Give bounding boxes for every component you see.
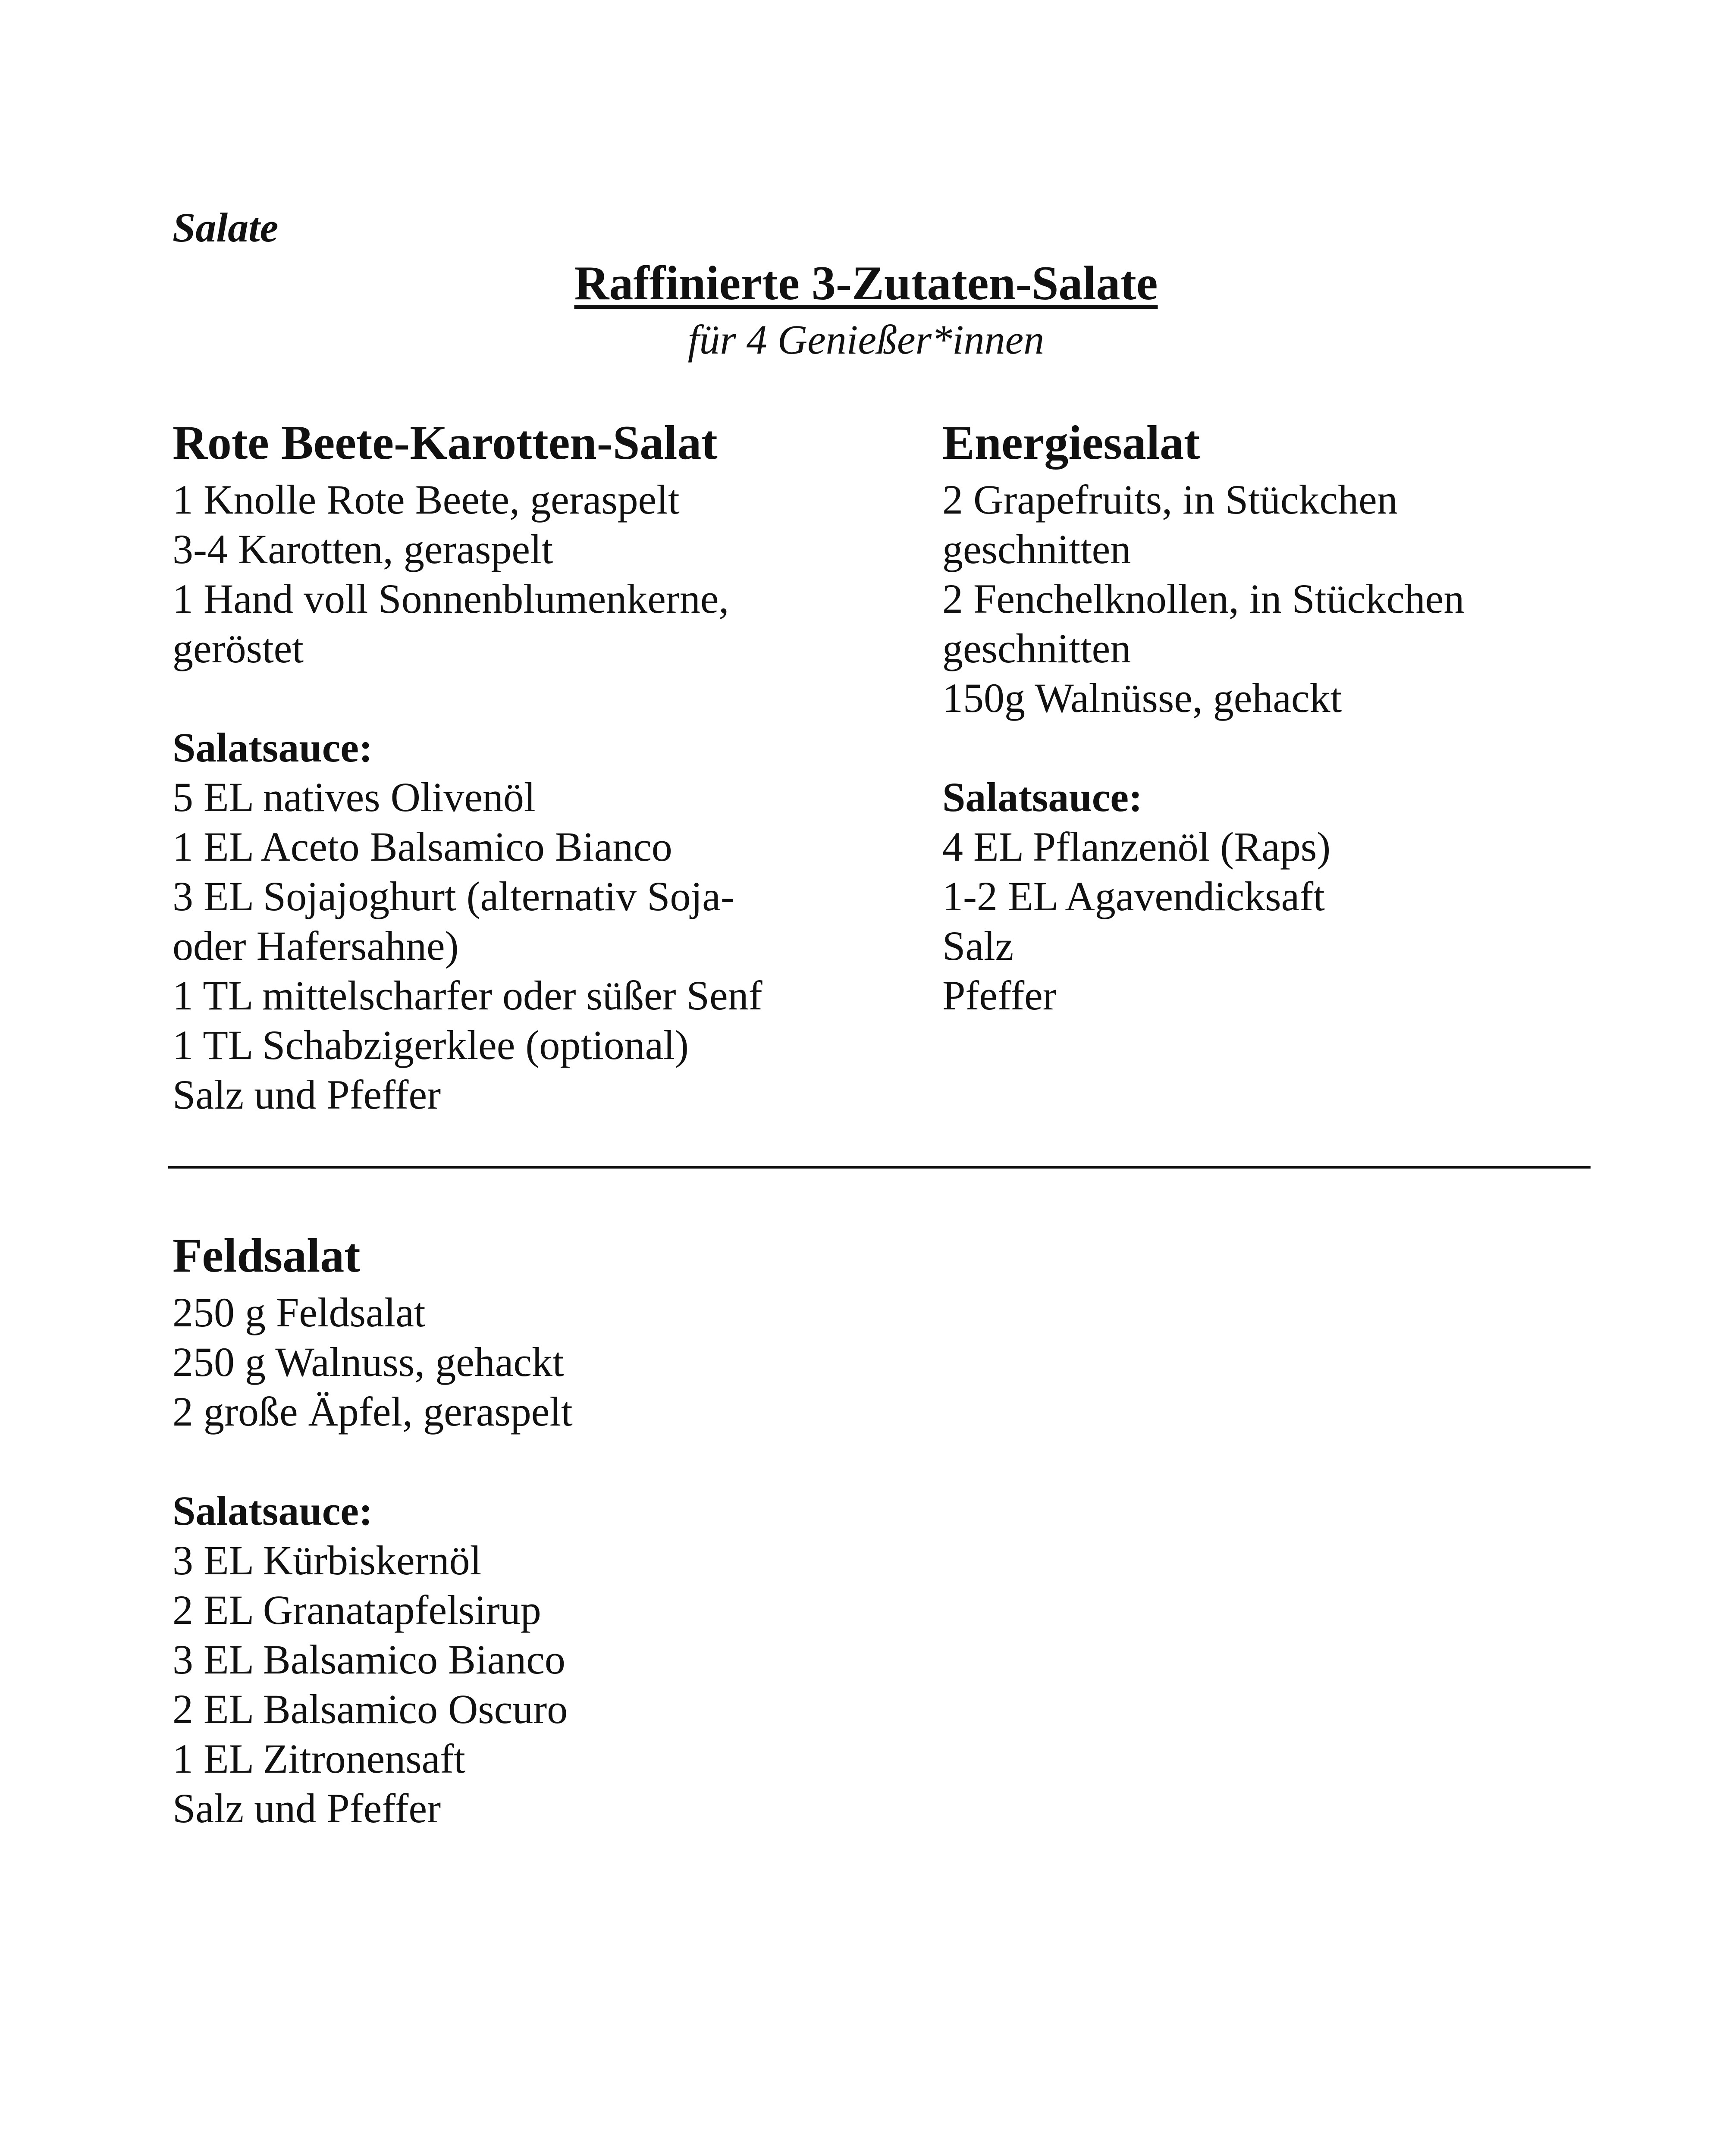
ingredient-item: 1 Knolle Rote Beete, geraspelt [173, 476, 680, 523]
ingredient-item: geschnitten [942, 625, 1131, 671]
sauce-list [942, 822, 1589, 1020]
sauce-item: 3 EL Balsamico Bianco [173, 1636, 565, 1683]
sauce-item: 3 EL Sojajoghurt (alternativ Soja- [173, 873, 734, 919]
ingredient-item: 3-4 Karotten, geraspelt [173, 526, 553, 572]
ingredient-item: 250 g Walnuss, gehackt [173, 1338, 564, 1385]
sauce-item: Pfeffer [942, 972, 1057, 1018]
sauce-item: 2 EL Granatapfelsirup [173, 1586, 541, 1633]
sauce-list [173, 1536, 906, 1833]
sauce-item: Salz und Pfeffer [173, 1071, 441, 1118]
ingredient-item: 150g Walnüsse, gehackt [942, 674, 1342, 721]
sauce-item: Salz [942, 922, 1014, 969]
sauce-item: 1 EL Aceto Balsamico Bianco [173, 823, 672, 870]
ingredient-list [173, 475, 798, 673]
ingredient-list [942, 475, 1589, 723]
sauce-item: 1-2 EL Agavendicksaft [942, 873, 1325, 919]
sauce-title: Salatsauce: [942, 774, 1142, 820]
page-subtitle: für 4 Genießer*innen [687, 317, 1045, 363]
ingredient-item: 250 g Feldsalat [173, 1289, 426, 1335]
ingredient-item: 2 große Äpfel, geraspelt [173, 1388, 573, 1435]
sauce-item: 1 EL Zitronensaft [173, 1735, 465, 1782]
recipe-title: Feldsalat [173, 1229, 361, 1282]
recipe-title: Energiesalat [942, 416, 1200, 470]
page-title: Raffinierte 3-Zutaten-Salate [574, 257, 1158, 310]
ingredient-item: geschnitten [942, 526, 1131, 572]
sauce-item: 5 EL natives Olivenöl [173, 774, 536, 820]
title-block [0, 254, 1732, 366]
sauce-item: 4 EL Pflanzenöl (Raps) [942, 823, 1331, 870]
recipe-rote-beete-karotten-salat [173, 412, 798, 1119]
ingredient-item: 2 Grapefruits, in Stückchen [942, 476, 1398, 523]
ingredient-list [173, 1288, 906, 1436]
sauce-item: 2 EL Balsamico Oscuro [173, 1686, 568, 1732]
sauce-item: 3 EL Kürbiskernöl [173, 1537, 482, 1583]
sauce-title: Salatsauce: [173, 724, 373, 771]
ingredient-item: 2 Fenchelknollen, in Stückchen [942, 575, 1465, 622]
recipe-feldsalat [173, 1225, 906, 1833]
recipe-title: Rote Beete-Karotten-Salat [173, 416, 718, 470]
ingredient-item: geröstet [173, 625, 304, 671]
sauce-title: Salatsauce: [173, 1487, 373, 1534]
ingredient-item: 1 Hand voll Sonnenblumenkerne, [173, 575, 729, 622]
sauce-list [173, 772, 798, 1119]
section-divider [168, 1166, 1591, 1169]
sauce-item: 1 TL Schabzigerklee (optional) [173, 1022, 689, 1068]
section-label: Salate [173, 204, 279, 251]
recipe-energiesalat [942, 412, 1589, 1020]
sauce-item: Salz und Pfeffer [173, 1785, 441, 1831]
sauce-item: oder Hafersahne) [173, 922, 459, 969]
sauce-item: 1 TL mittelscharfer oder süßer Senf [173, 972, 762, 1018]
